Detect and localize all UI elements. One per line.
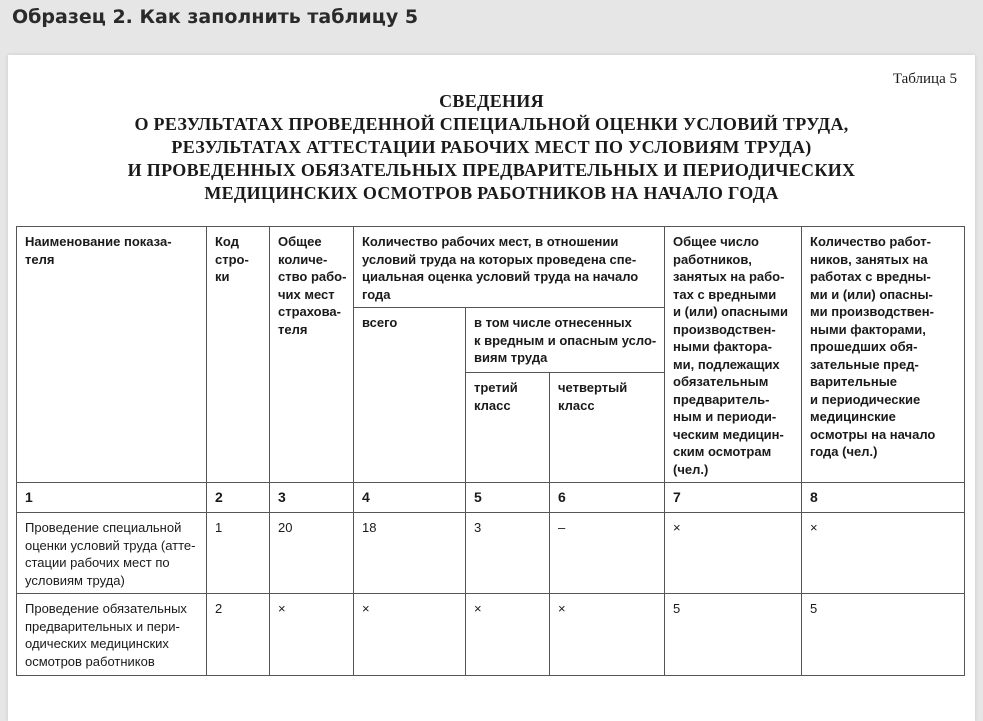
header-class4: четвертый класс — [550, 373, 665, 483]
document-page — [8, 55, 975, 721]
header-insured: Общее количе- ство рабо- чих мест страхова- теля — [270, 227, 354, 483]
row-name: Проведение специальной оценки условий труда (атте- стации рабочих мест по условиям труда) — [17, 513, 207, 594]
header-name: Наименование показа- теля — [17, 227, 207, 483]
heading-line: РЕЗУЛЬТАТАХ АТТЕСТАЦИИ РАБОЧИХ МЕСТ ПО УСЛОВИЯМ ТРУДА) — [171, 137, 812, 157]
row-code: 1 — [207, 513, 270, 594]
column-number: 7 — [665, 483, 802, 513]
row-total: × — [354, 594, 466, 676]
data-table — [16, 226, 965, 676]
heading-line: СВЕДЕНИЯ — [439, 91, 544, 111]
row-insured: 20 — [270, 513, 354, 594]
row-employed-harmful: 5 — [665, 594, 802, 676]
column-number: 6 — [550, 483, 665, 513]
table-heading — [8, 90, 975, 205]
header-total: всего — [354, 308, 466, 483]
header-assessed-group: Количество рабочих мест, в отношении условий труда на которых проведена спе- циальная оценка условий труда на начало года — [354, 227, 665, 308]
table-row — [17, 594, 965, 676]
header-class3: третий класс — [466, 373, 550, 483]
header-examined: Количество работ- ников, занятых на работах с вредны- ми и (или) опасны- ми производствен- ными факторами, прошедших обя- зательные пред- варительные и периодические медицинские осмотры на начало года (чел.) — [802, 227, 965, 483]
row-class4: × — [550, 594, 665, 676]
row-code: 2 — [207, 594, 270, 676]
column-number: 5 — [466, 483, 550, 513]
header-harmful-group: в том числе отнесенных к вредным и опасным усло- виям труда — [466, 308, 665, 373]
row-total: 18 — [354, 513, 466, 594]
column-number: 4 — [354, 483, 466, 513]
row-employed-harmful: × — [665, 513, 802, 594]
header-code: Код стро- ки — [207, 227, 270, 483]
row-insured: × — [270, 594, 354, 676]
heading-line: И ПРОВЕДЕННЫХ ОБЯЗАТЕЛЬНЫХ ПРЕДВАРИТЕЛЬНЫХ И ПЕРИОДИЧЕСКИХ — [127, 160, 856, 180]
column-number: 3 — [270, 483, 354, 513]
header-employed-harmful: Общее число работников, занятых на рабо- тах с вредными и (или) опасными производствен- ными фактора- ми, подлежащих обязательным предваритель- ным и периоди- ческим медицин- ским осмотрам (чел.) — [665, 227, 802, 483]
table-row — [17, 513, 965, 594]
column-number: 2 — [207, 483, 270, 513]
row-class4: – — [550, 513, 665, 594]
column-number: 8 — [802, 483, 965, 513]
column-number: 1 — [17, 483, 207, 513]
row-class3: × — [466, 594, 550, 676]
row-examined: 5 — [802, 594, 965, 676]
page-title: Образец 2. Как заполнить таблицу 5 — [12, 6, 419, 28]
row-class3: 3 — [466, 513, 550, 594]
row-name: Проведение обязательных предварительных и пери- одических медицинских осмотров работников — [17, 594, 207, 676]
heading-line: О РЕЗУЛЬТАТАХ ПРОВЕДЕННОЙ СПЕЦИАЛЬНОЙ ОЦЕНКИ УСЛОВИЙ ТРУДА, — [134, 114, 849, 134]
table-number-label: Таблица 5 — [892, 71, 957, 87]
row-examined: × — [802, 513, 965, 594]
heading-line: МЕДИЦИНСКИХ ОСМОТРОВ РАБОТНИКОВ НА НАЧАЛО ГОДА — [204, 183, 779, 203]
